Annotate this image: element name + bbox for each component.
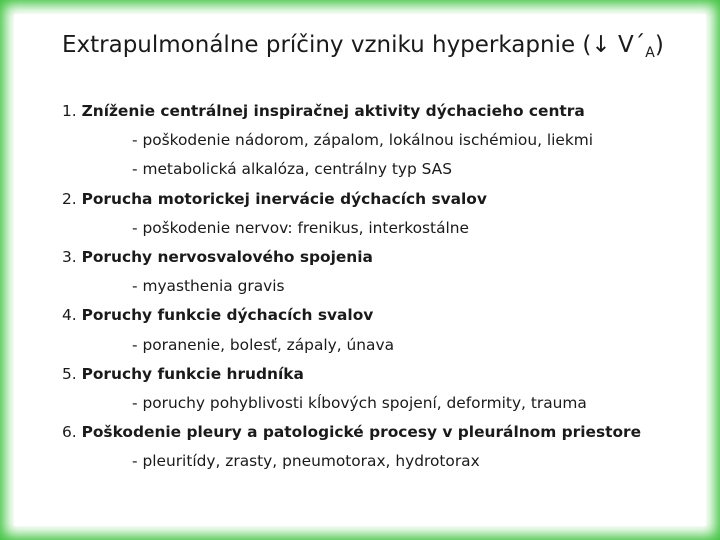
list-item-6 [62,418,682,447]
item-detail: - pleuritídy, zrasty, pneumotorax, hydrotorax [132,452,480,471]
title-subscript: A [645,45,655,61]
list-item-4 [62,301,682,330]
item-heading: Porucha motorickej inervácie dýchacích svalov [81,189,487,208]
item-heading: Zníženie centrálnej inspiračnej aktivity dýchacieho centra [81,102,585,120]
item-detail: - poranenie, bolesť, zápaly, únava [132,335,395,354]
item-detail: - metabolická alkalóza, centrálny typ SAS [132,160,452,179]
item-heading: Poškodenie pleury a patologické procesy v pleurálnom priestore [81,423,642,442]
item-number: 6. [62,423,82,442]
item-heading: Poruchy nervosvalového spojenia [81,247,373,266]
cause-list [62,97,682,476]
item-detail: - myasthenia gravis [132,277,285,296]
item-number: 1. [62,102,82,120]
item-number: 2. [62,189,82,208]
list-item-3 [62,243,682,272]
item-number: 4. [62,306,82,325]
list-item-5 [62,360,682,389]
title-prefix: Extrapulmonálne príčiny vzniku hyperkapnie ( [62,32,592,58]
item-detail: - poškodenie nervov: frenikus, interkostálne [132,218,470,237]
list-item-1 [62,97,682,126]
item-number: 3. [62,247,82,266]
item-heading: Poruchy funkcie dýchacích svalov [81,306,374,325]
item-detail: - poruchy pohyblivosti kĺbových spojení, deformity, trauma [132,393,587,412]
item-heading: Poruchy funkcie hrudníka [81,364,304,383]
list-item-2 [62,185,682,214]
title-suffix: ) [654,32,664,58]
item-number: 5. [62,364,82,383]
title-v: V´ [610,32,646,58]
down-arrow-icon: ↓ [591,32,611,58]
slide-title [62,32,702,61]
item-detail: - poškodenie nádorom, zápalom, lokálnou ischémiou, liekmi [132,131,594,150]
